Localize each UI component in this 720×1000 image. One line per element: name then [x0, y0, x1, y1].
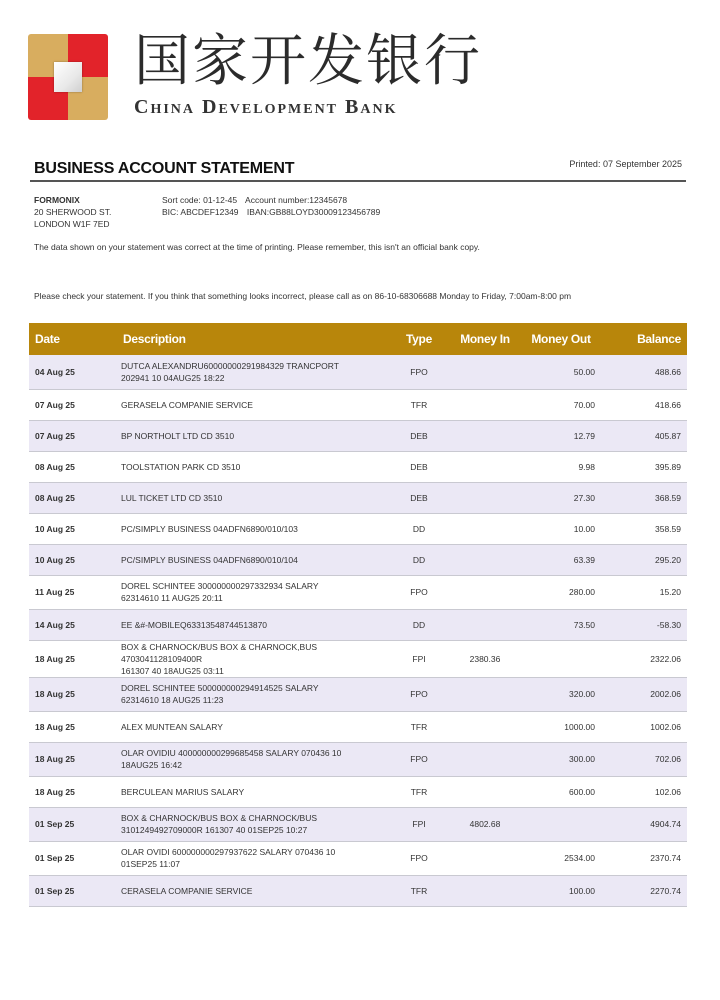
transaction-date: 11 Aug 25 [29, 575, 115, 609]
description-line-1: BOX & CHARNOCK/BUS BOX & CHARNOCK/BUS [121, 813, 318, 823]
transaction-date: 10 Aug 25 [29, 513, 115, 544]
money-in [449, 451, 521, 482]
money-out: 280.00 [521, 575, 601, 609]
transaction-type: FPO [389, 677, 449, 711]
balance: 418.66 [601, 389, 687, 420]
china-development-bank-logo-icon [28, 34, 108, 120]
balance: 102.06 [601, 776, 687, 807]
transaction-description [115, 609, 389, 640]
printed-date: Printed: 07 September 2025 [569, 159, 682, 169]
column-header-money-out: Money Out [521, 323, 601, 355]
bank-name-chinese: 国家开发银行 [134, 29, 482, 94]
balance: 2370.74 [601, 841, 687, 875]
table-row [29, 776, 687, 807]
transaction-type: FPI [389, 640, 449, 677]
description-line-2: 62314610 18 AUG25 11:23 [121, 695, 224, 705]
balance: 368.59 [601, 482, 687, 513]
transaction-type: DEB [389, 451, 449, 482]
transaction-type: DD [389, 544, 449, 575]
table-row [29, 742, 687, 776]
balance: 4904.74 [601, 807, 687, 841]
description-line-2: 202941 10 04AUG25 18:22 [121, 372, 225, 383]
account-number: Account number:12345678 [245, 195, 348, 205]
transaction-date: 01 Sep 25 [29, 841, 115, 875]
account-details [162, 194, 386, 218]
description-line-1: PC/SIMPLY BUSINESS 04ADFN6890/010/104 [121, 554, 298, 565]
transaction-date: 18 Aug 25 [29, 677, 115, 711]
money-out: 73.50 [521, 609, 601, 640]
transaction-type: DD [389, 609, 449, 640]
transaction-date: 08 Aug 25 [29, 482, 115, 513]
money-out: 12.79 [521, 420, 601, 451]
transaction-date: 01 Sep 25 [29, 875, 115, 906]
transactions-table [29, 323, 687, 907]
transaction-date: 14 Aug 25 [29, 609, 115, 640]
bank-name-english: China Development Bank [134, 96, 398, 118]
column-header-description: Description [115, 323, 389, 355]
description-line-1: OLAR OVIDIU 400000000299685458 SALARY 070436 10 [121, 748, 342, 758]
money-in [449, 711, 521, 742]
description-line-1: LUL TICKET LTD CD 3510 [121, 492, 223, 503]
money-out: 600.00 [521, 776, 601, 807]
transaction-description [115, 355, 389, 389]
transaction-type: TFR [389, 389, 449, 420]
table-row [29, 575, 687, 609]
account-holder-name: FORMONIX [34, 195, 80, 205]
transaction-type: TFR [389, 875, 449, 906]
balance: -58.30 [601, 609, 687, 640]
iban: IBAN:GB88LOYD30009123456789 [246, 207, 381, 217]
table-row [29, 711, 687, 742]
table-row [29, 677, 687, 711]
transaction-description [115, 711, 389, 742]
money-out: 70.00 [521, 389, 601, 420]
statement-title: BUSINESS ACCOUNT STATEMENT [34, 160, 295, 177]
title-divider [30, 180, 686, 182]
money-in [449, 389, 521, 420]
money-in [449, 875, 521, 906]
transaction-description [115, 807, 389, 841]
transaction-date: 04 Aug 25 [29, 355, 115, 389]
table-row [29, 841, 687, 875]
table-row [29, 513, 687, 544]
money-out: 9.98 [521, 451, 601, 482]
balance: 702.06 [601, 742, 687, 776]
money-in [449, 841, 521, 875]
balance: 2270.74 [601, 875, 687, 906]
description-line-2: 01SEP25 11:07 [121, 859, 180, 869]
money-out: 1000.00 [521, 711, 601, 742]
description-line-1: EE &#-MOBILEQ63313548744513870 [121, 619, 268, 630]
description-line-2: 18AUG25 16:42 [121, 760, 182, 770]
transaction-date: 01 Sep 25 [29, 807, 115, 841]
transaction-type: TFR [389, 711, 449, 742]
account-holder-address [34, 194, 111, 230]
table-header-row [29, 323, 687, 355]
balance: 2002.06 [601, 677, 687, 711]
transaction-type: DEB [389, 420, 449, 451]
transaction-description [115, 841, 389, 875]
transaction-date: 18 Aug 25 [29, 776, 115, 807]
table-row [29, 875, 687, 906]
table-row [29, 482, 687, 513]
money-out: 27.30 [521, 482, 601, 513]
transaction-type: DD [389, 513, 449, 544]
column-header-date: Date [29, 323, 115, 355]
transaction-type: TFR [389, 776, 449, 807]
money-in [449, 544, 521, 575]
transaction-date: 18 Aug 25 [29, 742, 115, 776]
money-out: 320.00 [521, 677, 601, 711]
description-line-2: 161307 40 18AUG25 03:11 [121, 665, 224, 676]
transaction-date: 07 Aug 25 [29, 420, 115, 451]
transaction-description [115, 575, 389, 609]
money-out: 300.00 [521, 742, 601, 776]
description-line-1: TOOLSTATION PARK CD 3510 [121, 461, 241, 472]
money-in [449, 575, 521, 609]
transaction-date: 18 Aug 25 [29, 640, 115, 677]
balance: 295.20 [601, 544, 687, 575]
table-row [29, 451, 687, 482]
transactions-body [29, 355, 687, 906]
transaction-type: FPO [389, 355, 449, 389]
transaction-description [115, 544, 389, 575]
description-line-1: BP NORTHOLT LTD CD 3510 [121, 430, 235, 441]
balance: 2322.06 [601, 640, 687, 677]
description-line-1: DOREL SCHINTEE 500000000294914525 SALARY [121, 683, 319, 693]
transaction-description [115, 482, 389, 513]
description-line-2: 3101249492709000R 161307 40 01SEP25 10:27 [121, 825, 308, 835]
description-line-1: CERASELA COMPANIE SERVICE [121, 885, 253, 896]
transaction-type: FPO [389, 841, 449, 875]
balance: 15.20 [601, 575, 687, 609]
description-line-1: PC/SIMPLY BUSINESS 04ADFN6890/010/103 [121, 523, 298, 534]
transaction-description [115, 640, 389, 677]
description-line-1: GERASELA COMPANIE SERVICE [121, 399, 253, 410]
description-line-1: BOX & CHARNOCK/BUS BOX & CHARNOCK,BUS 4703041128109400R [121, 641, 318, 664]
printing-notice: The data shown on your statement was correct at the time of printing. Please remember, this isn't an official bank copy. [34, 242, 480, 252]
address-line-2: LONDON W1F 7ED [34, 219, 110, 229]
transaction-type: DEB [389, 482, 449, 513]
money-out: 2534.00 [521, 841, 601, 875]
money-in [449, 420, 521, 451]
transaction-date: 07 Aug 25 [29, 389, 115, 420]
money-in [449, 677, 521, 711]
transaction-type: FPI [389, 807, 449, 841]
contact-notice: Please check your statement. If you think that something looks incorrect, please call as on 86-10-68306688 Monday to Friday, 7:00am-8:00 pm [34, 291, 572, 301]
address-line-1: 20 SHERWOOD ST. [34, 207, 112, 217]
bic: BIC: ABCDEF12349 [162, 207, 239, 217]
table-row [29, 389, 687, 420]
table-row [29, 420, 687, 451]
table-row [29, 544, 687, 575]
balance: 488.66 [601, 355, 687, 389]
money-in [449, 482, 521, 513]
description-line-1: DUTCA ALEXANDRU60000000291984329 TRANCPORT [121, 360, 339, 371]
description-line-2: 62314610 11 AUG25 20:11 [121, 593, 223, 603]
transaction-description [115, 513, 389, 544]
balance: 395.89 [601, 451, 687, 482]
money-in: 4802.68 [449, 807, 521, 841]
money-out [521, 640, 601, 677]
column-header-money-in: Money In [449, 323, 521, 355]
money-out: 100.00 [521, 875, 601, 906]
money-in: 2380.36 [449, 640, 521, 677]
transaction-date: 10 Aug 25 [29, 544, 115, 575]
table-row [29, 609, 687, 640]
money-out: 10.00 [521, 513, 601, 544]
balance: 1002.06 [601, 711, 687, 742]
transaction-type: FPO [389, 742, 449, 776]
description-line-1: ALEX MUNTEAN SALARY [121, 721, 223, 732]
balance: 358.59 [601, 513, 687, 544]
transaction-date: 18 Aug 25 [29, 711, 115, 742]
money-in [449, 355, 521, 389]
transaction-description [115, 451, 389, 482]
transaction-description [115, 389, 389, 420]
transaction-description [115, 742, 389, 776]
column-header-type: Type [389, 323, 449, 355]
sort-code: Sort code: 01-12-45 [162, 195, 238, 205]
description-line-1: OLAR OVIDI 600000000297937622 SALARY 070436 10 [121, 847, 336, 857]
money-in [449, 742, 521, 776]
transaction-description [115, 420, 389, 451]
money-out: 63.39 [521, 544, 601, 575]
transaction-type: FPO [389, 575, 449, 609]
money-out: 50.00 [521, 355, 601, 389]
table-row [29, 807, 687, 841]
description-line-1: BERCULEAN MARIUS SALARY [121, 786, 245, 797]
balance: 405.87 [601, 420, 687, 451]
transaction-description [115, 875, 389, 906]
table-row [29, 355, 687, 389]
money-in [449, 609, 521, 640]
money-in [449, 513, 521, 544]
description-line-1: DOREL SCHINTEE 300000000297332934 SALARY [121, 581, 319, 591]
money-out [521, 807, 601, 841]
table-row [29, 640, 687, 677]
transaction-description [115, 677, 389, 711]
transaction-date: 08 Aug 25 [29, 451, 115, 482]
money-in [449, 776, 521, 807]
transaction-description [115, 776, 389, 807]
column-header-balance: Balance [601, 323, 687, 355]
